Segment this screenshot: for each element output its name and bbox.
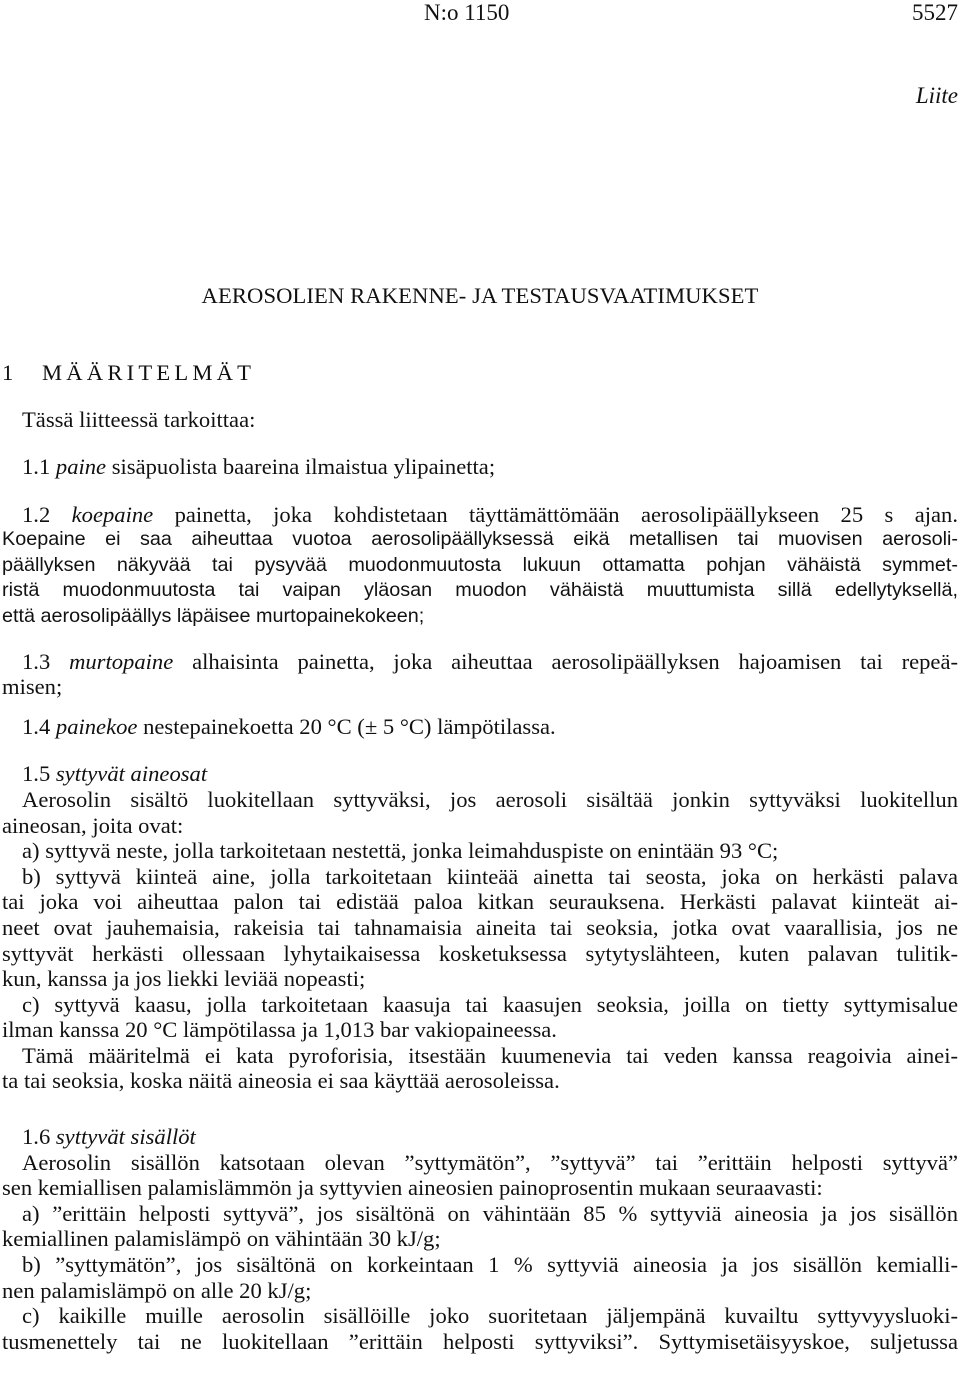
page-number: 5527 bbox=[912, 0, 958, 25]
text-line: että aerosolipäällys läpäisee murtopainekokeen; bbox=[2, 604, 425, 627]
text-line: aineosan, joita ovat: bbox=[2, 812, 184, 838]
definition-text: painetta, joka kohdistetaan täyttämättömään aerosolipäällykseen 25 s ajan. bbox=[153, 501, 958, 527]
text-line: a) syttyvä neste, jolla tarkoitetaan nestettä, jonka leimahduspiste on enintään 93 °C; bbox=[22, 838, 779, 864]
definition-1-2-details bbox=[2, 527, 958, 629]
definition-1-2 bbox=[2, 502, 958, 528]
text-line: c) kaikille muille aerosolin sisällöille joko suoritetaan jäljempänä kuvailtu syttyvyysluoki- bbox=[22, 1303, 958, 1329]
definition-number: 1.1 bbox=[22, 454, 56, 479]
document-number: N:o 1150 bbox=[424, 0, 510, 25]
appendix-label: Liite bbox=[915, 83, 958, 108]
text-line: nen palamislämpö on alle 20 kJ/g; bbox=[2, 1277, 312, 1303]
text-line: tai joka voi aiheuttaa palon tai edistää paloa kitkan seurauksena. Herkästi palavat kiinteät ai- bbox=[2, 889, 958, 915]
text-line: Tämä määritelmä ei kata pyroforisia, itsestään kuumenevia tai veden kanssa reagoivia ainei- bbox=[22, 1042, 958, 1068]
definition-text: sisäpuolista baareina ilmaistua ylipainetta; bbox=[106, 454, 496, 479]
definition-number: 1.3 bbox=[22, 648, 70, 674]
text-line: a) ”erittäin helposti syttyvä”, jos sisältönä on vähintään 85 % syttyviä aineosia ja jos sisällön bbox=[22, 1200, 958, 1226]
text-line: ristä muodonmuutosta tai vaipan yläosan muodon vähäistä muuttumista sillä edellytyksellä, bbox=[2, 579, 958, 602]
definition-text: alhaisinta painetta, joka aiheuttaa aerosolipäällyksen hajoamisen tai repeä- bbox=[173, 648, 958, 674]
definition-term: syttyvät aineosat bbox=[55, 761, 208, 787]
definition-1-4 bbox=[2, 714, 958, 740]
definition-number: 1.6 bbox=[22, 1124, 56, 1150]
section-intro: Tässä liitteessä tarkoittaa: bbox=[22, 407, 256, 432]
text-line: c) syttyvä kaasu, jolla tarkoitetaan kaasuja tai kaasujen seoksia, joilla on tietty syttymisalue bbox=[22, 991, 958, 1017]
definition-number: 1.5 bbox=[22, 761, 56, 787]
text-line: kemiallinen palamislämpö on vähintään 30 kJ/g; bbox=[2, 1226, 441, 1252]
definitions-body bbox=[2, 454, 958, 1354]
definition-1-1 bbox=[2, 454, 958, 480]
definition-term: painekoe bbox=[55, 713, 138, 739]
definition-1-6 bbox=[2, 1124, 958, 1150]
text-line: kun, kanssa ja jos liekki leviää nopeasti; bbox=[2, 966, 366, 992]
definition-text: nestepainekoetta 20 °C (± 5 °C) lämpötilassa. bbox=[137, 713, 556, 739]
definition-term: koepaine bbox=[71, 501, 154, 527]
text-line: Koepaine ei saa aiheuttaa vuotoa aerosolipäällyksessä eikä metallisen tai muovisen aerosoli- bbox=[2, 528, 958, 551]
text-line: misen; bbox=[2, 674, 63, 700]
text-line: ilman kanssa 20 °C lämpötilassa ja 1,013 bar vakiopaineessa. bbox=[2, 1017, 557, 1043]
text-line: b) syttyvä kiinteä aine, jolla tarkoitetaan kiinteää ainetta tai seosta, joka on herkästi palava bbox=[22, 863, 958, 889]
text-line: päällyksen näkyvää tai pysyvää muodonmuutosta lukuun ottamatta pohjan vähäistä symmet- bbox=[2, 553, 958, 576]
definition-number: 1.4 bbox=[22, 713, 56, 739]
text-line: sen kemiallisen palamislämmön ja syttyvien aineosien painoprosentin mukaan seuraavasti: bbox=[2, 1175, 823, 1201]
section-number: 1 bbox=[2, 360, 14, 385]
text-line: Aerosolin sisällön katsotaan olevan ”syttymätön”, ”syttyvä” tai ”erittäin helposti syttyvä” bbox=[22, 1149, 958, 1175]
definition-term: paine bbox=[55, 454, 107, 479]
text-line: syttyvät herkästi ollessaan lyhytaikaisessa kosketuksessa sytytyslähteen, kuten palavan tulitik- bbox=[2, 940, 958, 966]
section-title: MÄÄRITELMÄT bbox=[42, 360, 256, 385]
text-line: b) ”syttymätön”, jos sisältönä on korkeintaan 1 % syttyviä aineosia ja jos sisällön kemialli- bbox=[22, 1252, 958, 1278]
text-line: tusmenettely tai ne luokitellaan ”erittäin helposti syttyviksi”. Syttymisetäisyyskoe, suljetussa bbox=[2, 1328, 958, 1354]
definition-term: murtopaine bbox=[69, 648, 174, 674]
text-line: ta tai seoksia, koska näitä aineosia ei saa käyttää aerosoleissa. bbox=[2, 1068, 560, 1094]
text-line: Aerosolin sisältö luokitellaan syttyväksi, jos aerosoli sisältää jonkin syttyväksi luokitellun bbox=[22, 786, 958, 812]
definition-1-5 bbox=[2, 761, 958, 787]
text-line: neet ovat jauhemaisia, rakeisia tai tahnamaisia aineita tai seoksia, jotka ovat vaarallisia, jos ne bbox=[2, 914, 958, 940]
definition-1-3 bbox=[2, 649, 958, 675]
definition-number: 1.2 bbox=[22, 501, 72, 527]
definition-term: syttyvät sisällöt bbox=[55, 1124, 196, 1150]
document-title: AEROSOLIEN RAKENNE- JA TESTAUSVAATIMUKSET bbox=[201, 283, 759, 308]
